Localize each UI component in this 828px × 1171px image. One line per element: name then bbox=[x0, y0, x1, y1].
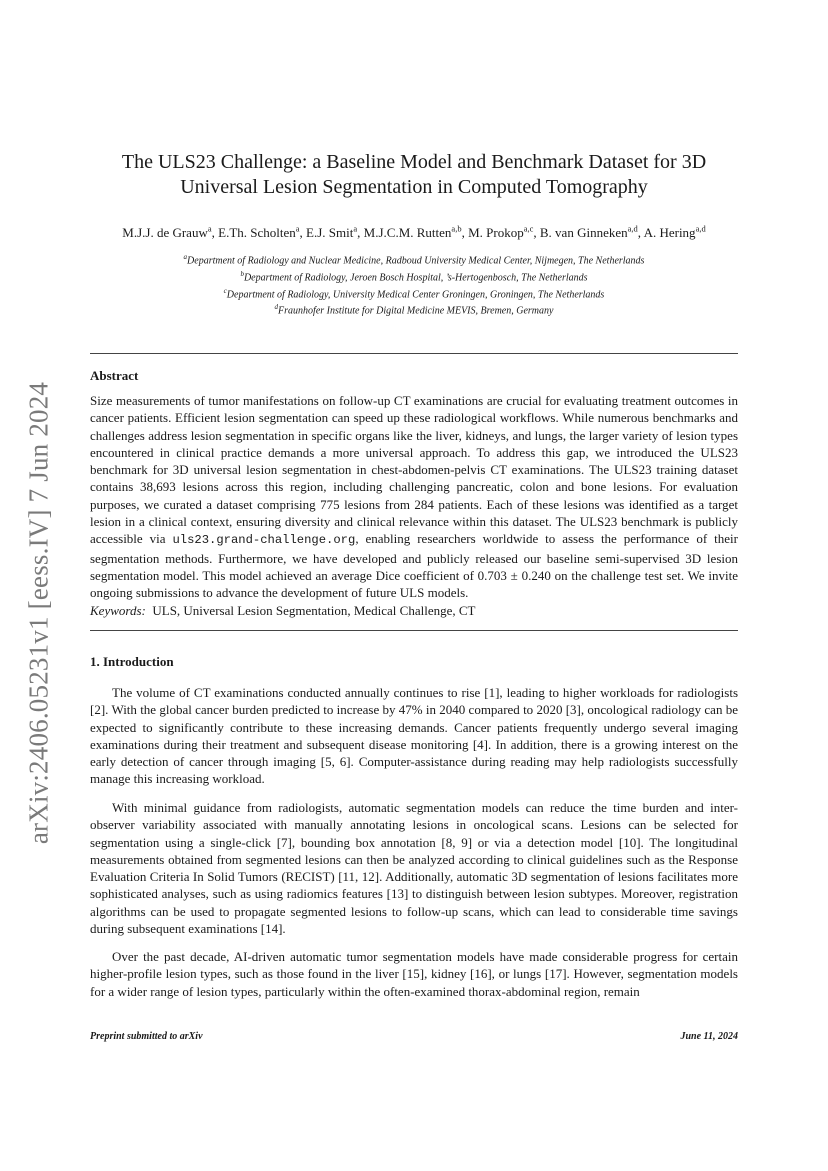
author: M.J.J. de Grauw$^a$, bbox=[122, 224, 219, 241]
intro-paragraph-1: The volume of CT examinations conducted annually continues to rise [1], leading to higher workloads for radiologists [2]. With the global cancer burden predicted to increase by 47% in 2040 compared to 2020 [3], oncological radiology can be expected to significantly contribute to these increasing demands. Cancer patients frequently undergo several imaging examinations during their treatment and subsequent disease monitoring [4]. In addition, there is a growing interest on the early detection of cancer through imaging [5, 6]. Computer-assistance during reading may help radiologists successfully manage this increasing workload. bbox=[90, 685, 738, 787]
keywords-text: ULS, Universal Lesion Segmentation, Medical Challenge, CT bbox=[152, 603, 476, 618]
author: E.Th. Scholten$^a$, bbox=[218, 224, 307, 241]
author-list bbox=[90, 220, 738, 242]
section-heading-introduction: 1. Introduction bbox=[90, 654, 174, 669]
arxiv-identifier: arXiv:2406.05231v1 [eess.IV] 7 Jun 2024 bbox=[23, 381, 54, 845]
author: E.J. Smit$^a$, bbox=[306, 224, 364, 241]
keywords-line bbox=[90, 602, 738, 619]
paper-title bbox=[90, 150, 738, 200]
abstract-bottom-rule bbox=[90, 630, 738, 631]
footer-date: June 11, 2024 bbox=[680, 1031, 738, 1042]
abstract-heading: Abstract bbox=[90, 368, 139, 383]
title-line-2: Universal Lesion Segmentation in Computed Tomography bbox=[180, 176, 648, 198]
author: B. van Ginneken$^{a,d}$, bbox=[539, 224, 644, 241]
author: M. Prokop$^{a,c}$, bbox=[468, 224, 540, 241]
intro-paragraph-3: Over the past decade, AI-driven automatic tumor segmentation models have made considerable progress for certain higher-profile lesion types, such as those found in the liver [15], kidney [16], or lungs [17]. However, segmentation models for a wider range of lesion types, particularly within the often-examined thorax-abdominal region, remain bbox=[90, 949, 738, 999]
keywords-label: Keywords: bbox=[90, 603, 146, 618]
abstract-text: Size measurements of tumor manifestations on follow-up CT examinations are crucial for evaluating treatment outcomes in cancer patients. Efficient lesion segmentation can speed up these radiological workflows. While numerous benchmarks and challenges address lesion segmentation in specific organs like the liver, kidneys, and lungs, the larger variety of lesion types encountered in clinical practice demands a more universal approach. To address this gap, we introduced the ULS23 benchmark for 3D universal lesion segmentation in chest-abdomen-pelvis CT examinations. The ULS23 training dataset contains 38,693 lesions across this region, including challenging pancreatic, colon and bone lesions. For evaluation purposes, we curated a dataset comprising 775 lesions from 284 patients. Each of these lesions was identified as a target lesion in a clinical context, ensuring diversity and clinical relevance within this dataset. The ULS23 benchmark is publicly accessible via uls23.grand-challenge.org, enabling researchers worldwide to assess the performance of their segmentation methods. Furthermore, we have developed and publicly released our baseline semi-supervised 3D lesion segmentation model. This model achieved an average Dice coefficient of 0.703 ± 0.240 on the challenge test set. We invite ongoing submissions to advance the development of future ULS models. bbox=[90, 393, 738, 601]
affiliation: $^c$Department of Radiology, University Medical Center Groningen, Groningen, The Netherlands bbox=[223, 286, 605, 300]
author: M.J.C.M. Rutten$^{a,b}$, bbox=[363, 224, 469, 241]
abstract-top-rule bbox=[90, 353, 738, 354]
footer-preprint-note: Preprint submitted to arXiv bbox=[90, 1031, 203, 1042]
arxiv-sidebar-stamp bbox=[18, 368, 60, 858]
affiliation: $^b$Department of Radiology, Jeroen Bosch Hospital, ’s-Hertogenbosch, The Netherlands bbox=[240, 269, 588, 284]
affiliation: $^a$Department of Radiology and Nuclear Medicine, Radboud University Medical Center, Nijmegen, The Netherlands bbox=[183, 253, 645, 267]
title-line-1: The ULS23 Challenge: a Baseline Model and Benchmark Dataset for 3D bbox=[121, 151, 707, 173]
author: A. Hering$^{a,d}$ bbox=[643, 224, 706, 241]
affiliation: $^d$Fraunhofer Institute for Digital Medicine MEVIS, Bremen, Germany bbox=[274, 303, 554, 317]
challenge-url-link[interactable]: uls23.grand-challenge.org bbox=[172, 533, 356, 548]
affiliation-list bbox=[90, 251, 738, 318]
intro-paragraph-2: With minimal guidance from radiologists, automatic segmentation models can reduce the time burden and inter-observer variability associated with manually annotating lesions in oncological scans. Lesions can be selected for segmentation using a single-click [7], bounding box annotation [8, 9] or via a detection model [10]. The longitudinal measurements obtained from segmented lesions can then be analyzed according to clinical guidelines such as the Response Evaluation Criteria In Solid Tumors (RECIST) [11, 12]. Additionally, automatic 3D segmentation of lesions facilitates more sophisticated analyses, such as using radiomics features [13] to distinguish between lesion subtypes. Moreover, registration algorithms can be used to propagate segmented lesions to follow-up scans, which can lead to considerable time savings during subsequent examinations [14]. bbox=[90, 800, 738, 937]
